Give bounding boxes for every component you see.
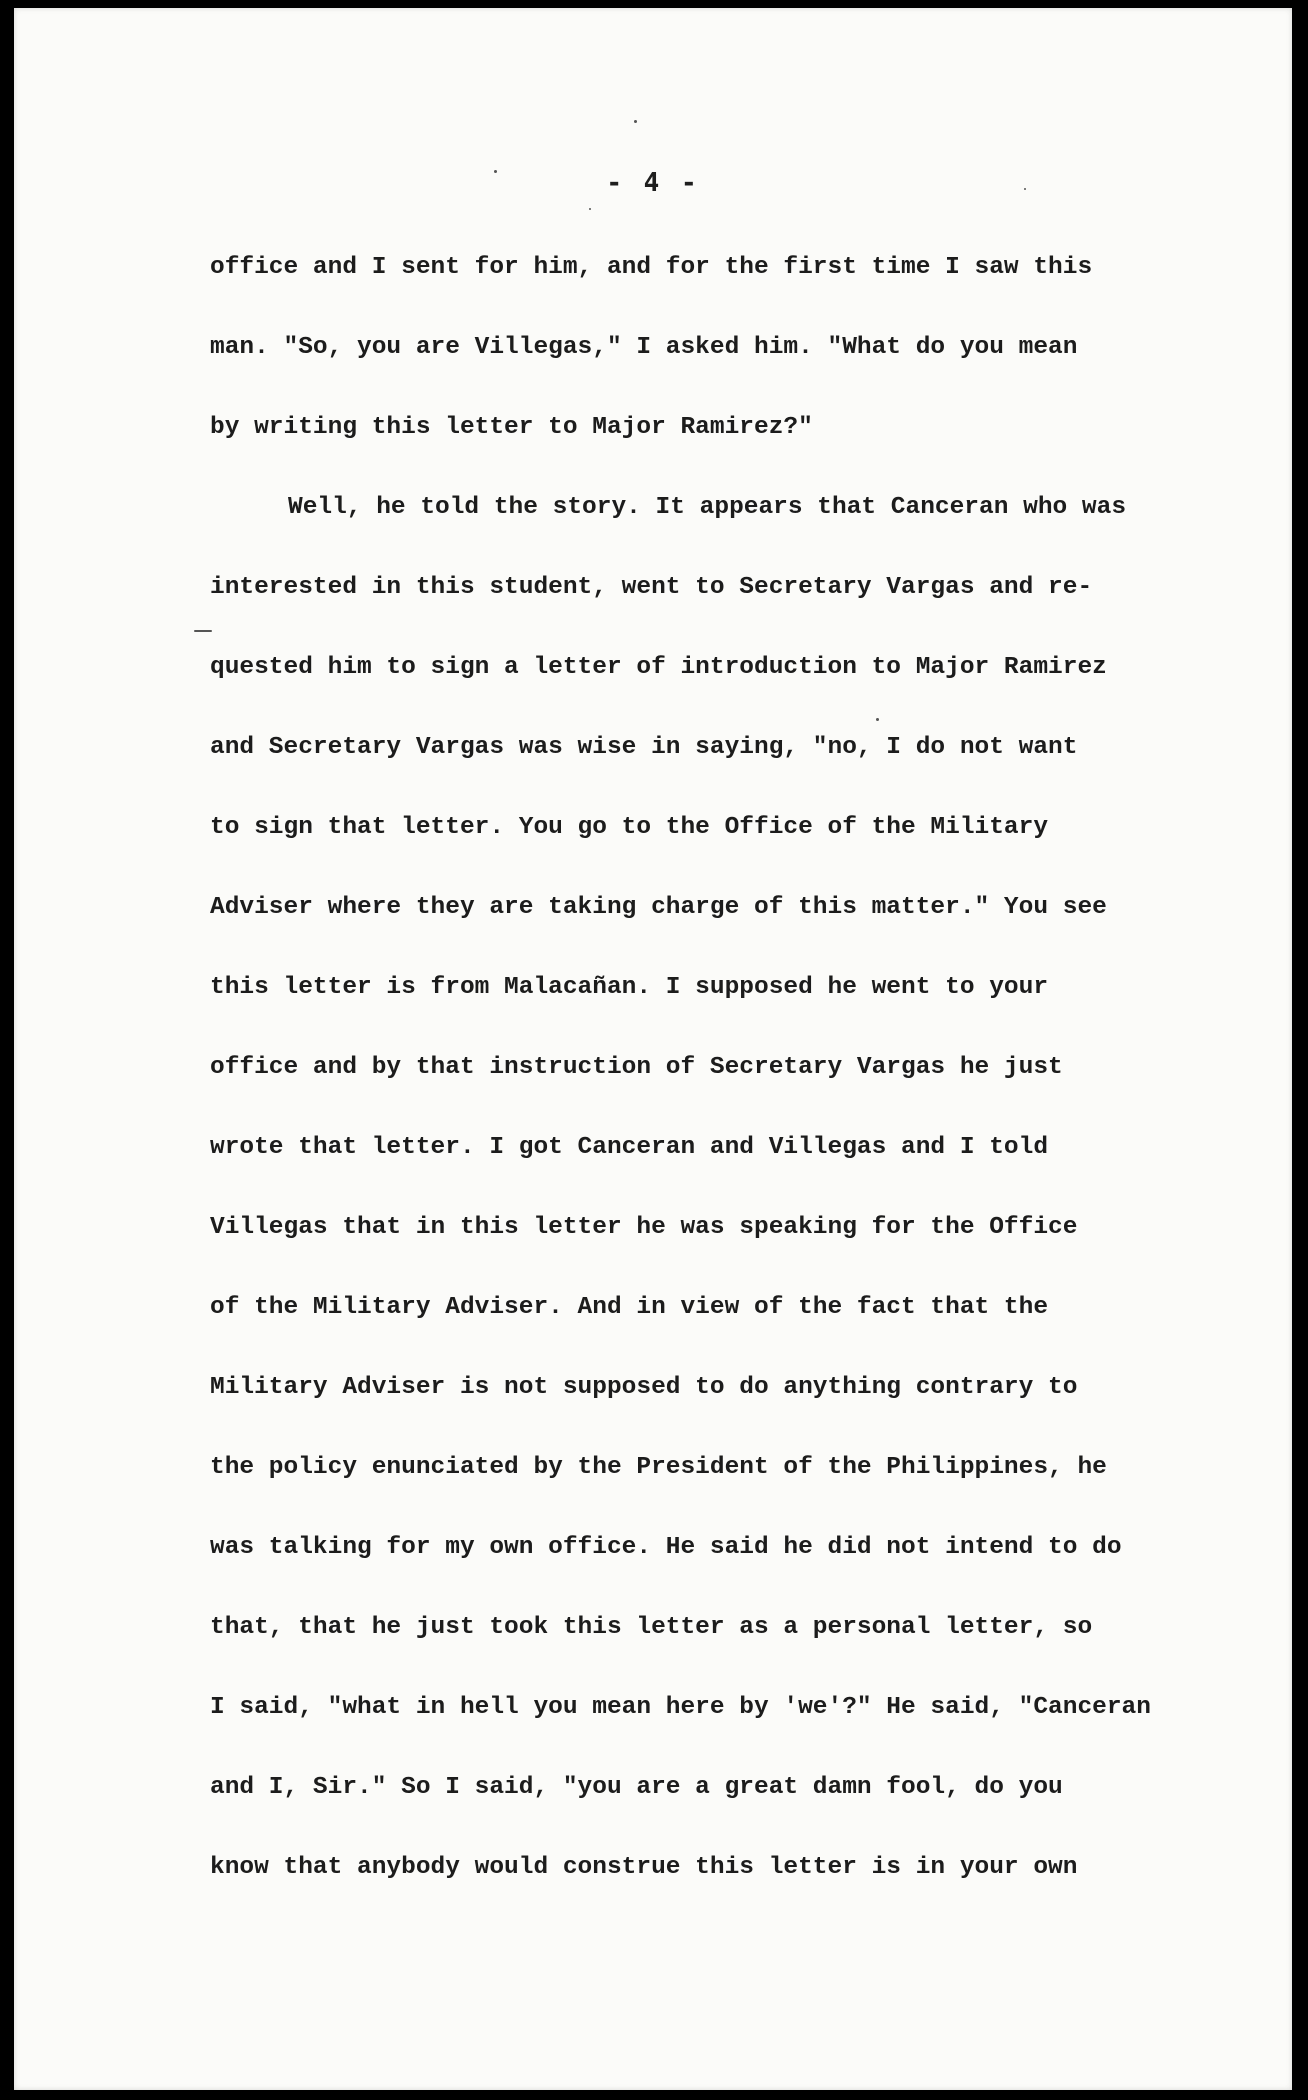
text-line: interested in this student, went to Secretary Vargas and re- <box>210 574 1093 601</box>
text-line: was talking for my own office. He said he did not intend to do <box>210 1534 1122 1561</box>
paper-speck <box>1024 188 1026 190</box>
text-line: of the Military Adviser. And in view of the fact that the <box>210 1294 1049 1321</box>
text-line: by writing this letter to Major Ramirez?" <box>210 414 813 441</box>
text-line: to sign that letter. You go to the Office of the Military <box>210 814 1049 841</box>
paper-speck <box>589 208 591 210</box>
page-number: - 4 - <box>606 168 700 198</box>
text-line: Villegas that in this letter he was speaking for the Office <box>210 1214 1078 1241</box>
text-line: office and by that instruction of Secretary Vargas he just <box>210 1054 1063 1081</box>
text-line: the policy enunciated by the President of the Philippines, he <box>210 1454 1107 1481</box>
text-line: quested him to sign a letter of introduction to Major Ramirez <box>210 654 1107 681</box>
text-line: and Secretary Vargas was wise in saying, "no, I do not want <box>210 734 1078 761</box>
text-line: Military Adviser is not supposed to do anything contrary to <box>210 1374 1078 1401</box>
document-page <box>14 8 1292 2090</box>
text-line: know that anybody would construe this letter is in your own <box>210 1854 1078 1881</box>
text-line: and I, Sir." So I said, "you are a great damn fool, do you <box>210 1774 1063 1801</box>
text-line: man. "So, you are Villegas," I asked him. "What do you mean <box>210 334 1078 361</box>
paper-speck <box>494 170 497 173</box>
text-line: wrote that letter. I got Canceran and Villegas and I told <box>210 1134 1049 1161</box>
text-line: Adviser where they are taking charge of this matter." You see <box>210 894 1107 921</box>
paper-speck <box>194 630 212 632</box>
text-line-paragraph-start: Well, he told the story. It appears that Canceran who was <box>288 494 1127 521</box>
paper-speck <box>634 120 637 123</box>
paper-speck <box>876 718 879 721</box>
text-line: office and I sent for him, and for the first time I saw this <box>210 254 1093 281</box>
text-line: that, that he just took this letter as a personal letter, so <box>210 1614 1093 1641</box>
text-line: this letter is from Malacañan. I supposed he went to your <box>210 974 1049 1001</box>
text-line: I said, "what in hell you mean here by 'we'?" He said, "Canceran <box>210 1694 1151 1721</box>
body-text <box>210 250 1250 1930</box>
